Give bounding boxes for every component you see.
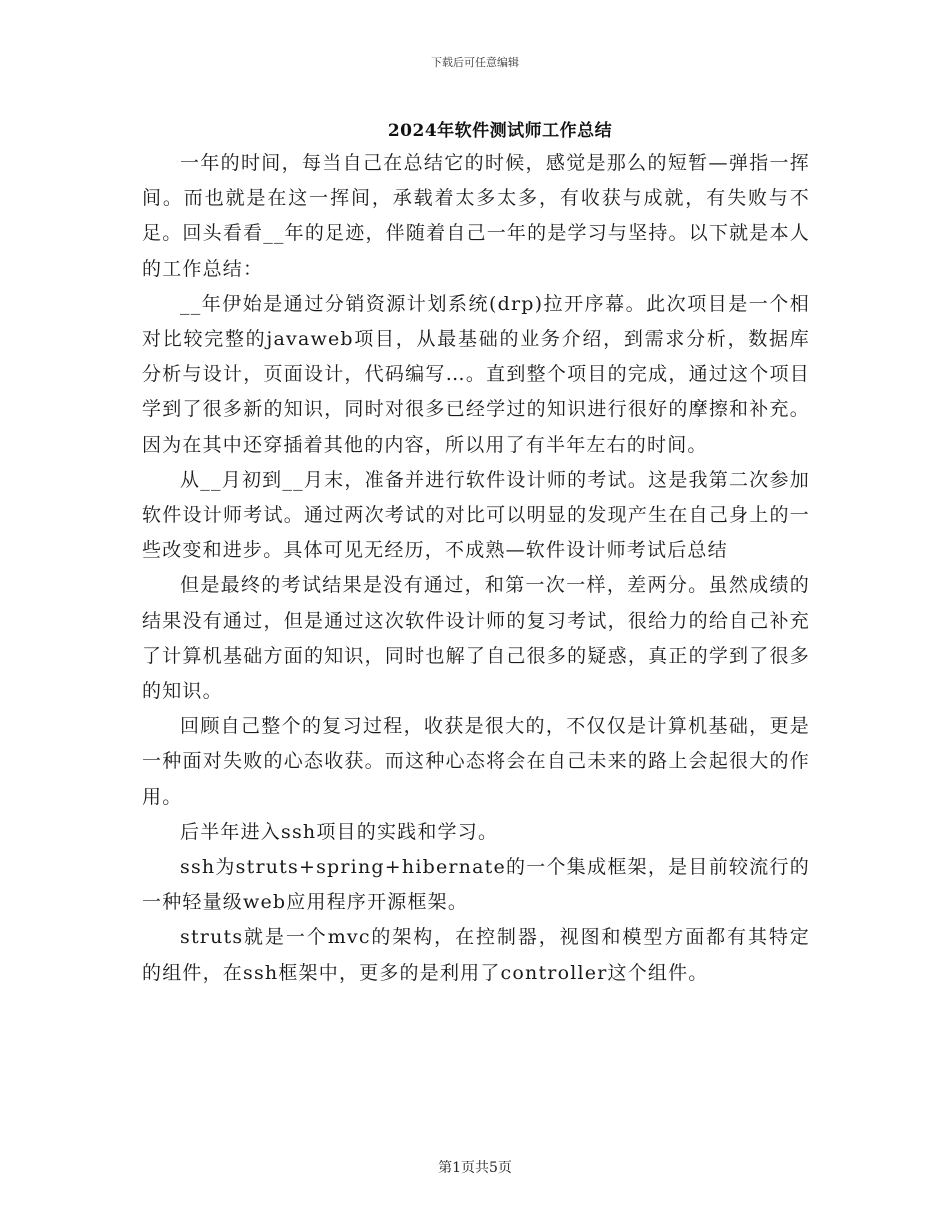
header-note: 下载后可任意编辑	[431, 56, 519, 69]
document-title: 2024年软件测试师工作总结	[387, 121, 613, 141]
paragraph-ssh-definition: ssh为struts+spring+hibernate的一个集成框架，是目前较流行的一种轻量级web应用程序开源框架。	[142, 856, 810, 914]
paragraph-drp-project: __年伊始是通过分销资源计划系统(drp)拉开序幕。此次项目是一个相对比较完整的javaweb项目，从最基础的业务介绍，到需求分析，数据库分析与设计，页面设计，代码编写…。直到整个项目的完成，通过这个项目学到了很多新的知识，同时对很多已经学过的知识进行很好的摩擦和补充。因为在其中还穿插着其他的内容，所以用了有半年左右的时间。	[142, 292, 810, 456]
paragraph-exam-result: 但是最终的考试结果是没有通过，和第一次一样，差两分。虽然成绩的结果没有通过，但是通过这次软件设计师的复习考试，很给力的给自己补充了计算机基础方面的知识，同时也解了自己很多的疑惑，真正的学到了很多的知识。	[142, 574, 810, 703]
document-body	[142, 146, 810, 991]
paragraph-exam-prep: 从__月初到__月末，准备并进行软件设计师的考试。这是我第二次参加软件设计师考试。通过两次考试的对比可以明显的发现产生在自己身上的一些改变和进步。具体可见无经历，不成熟—软件设计师考试后总结	[142, 468, 810, 562]
page-number: 第1页共5页	[438, 1160, 512, 1176]
paragraph-intro: 一年的时间，每当自己在总结它的时候，感觉是那么的短暂—弹指一挥间。而也就是在这一挥间，承载着太多太多，有收获与成就，有失败与不足。回头看看__年的足迹，伴随着自己一年的是学习与坚持。以下就是本人的工作总结：	[142, 152, 810, 280]
paragraph-ssh-start: 后半年进入ssh项目的实践和学习。	[180, 820, 499, 843]
paragraph-review: 回顾自己整个的复习过程，收获是很大的，不仅仅是计算机基础，更是一种面对失败的心态收获。而这种心态将会在自己未来的路上会起很大的作用。	[142, 715, 810, 808]
paragraph-struts: struts就是一个mvc的架构，在控制器，视图和模型方面都有其特定的组件，在ssh框架中，更多的是利用了controller这个组件。	[142, 926, 810, 984]
